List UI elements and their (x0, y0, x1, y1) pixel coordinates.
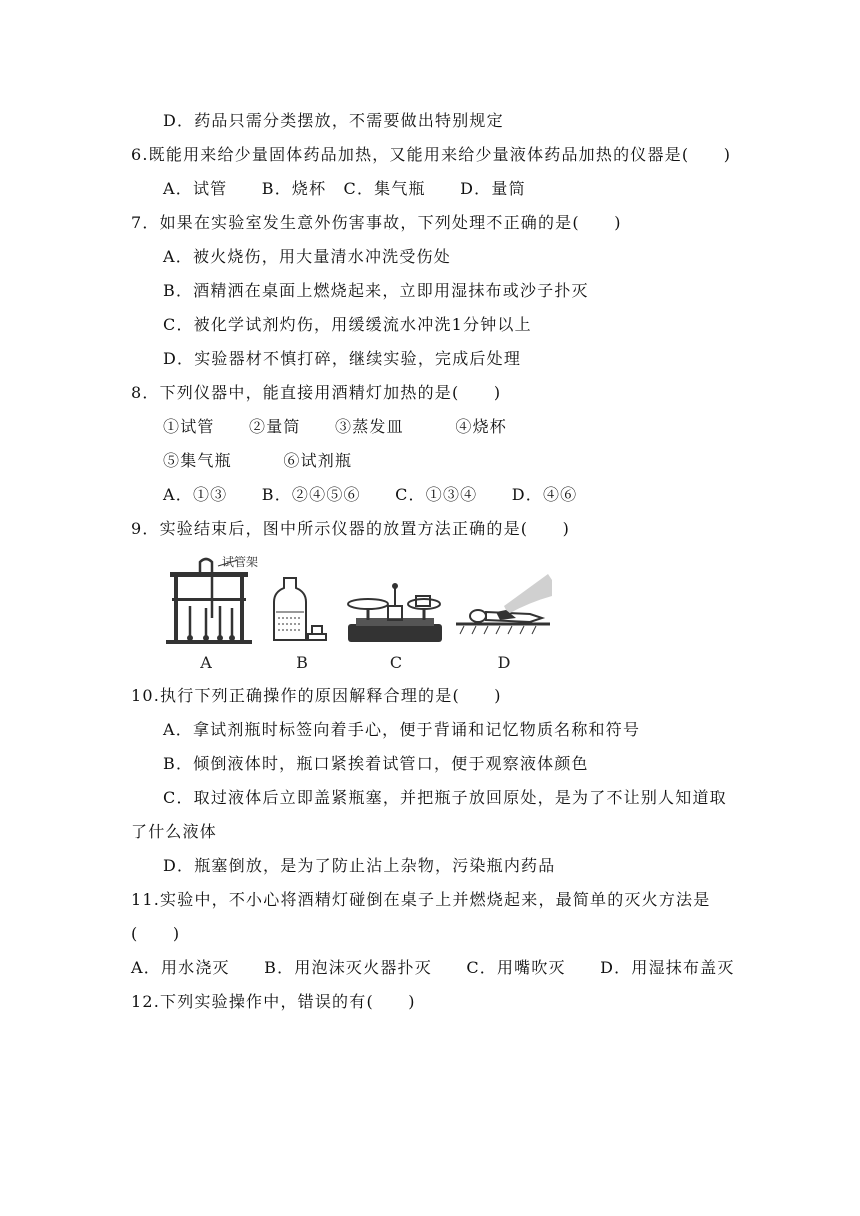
question-7-option-b: B．酒精洒在桌面上燃烧起来，立即用湿抹布或沙子扑灭 (163, 281, 589, 300)
question-10-option-c-cont: 了什么液体 (131, 822, 218, 841)
dropper-illustration (456, 574, 552, 634)
question-8-items-row2: ⑤集气瓶 ⑥试剂瓶 (163, 451, 353, 470)
test-tube-rack-illustration (166, 556, 258, 644)
instrument-placement-diagram (160, 556, 560, 674)
rack-label: 试管架 (222, 556, 259, 569)
balance-scale-illustration (348, 583, 442, 642)
question-9-figure (160, 556, 560, 674)
question-11-stem: 11.实验中，不小心将酒精灯碰倒在桌子上并燃烧起来，最简单的灭火方法是 (131, 890, 711, 909)
question-9-stem: 9．实验结束后，图中所示仪器的放置方法正确的是( ) (131, 519, 571, 538)
question-8-stem: 8．下列仪器中，能直接用酒精灯加热的是( ) (131, 383, 502, 402)
question-11-options: A．用水浇灭 B．用泡沫灭火器扑灭 C．用嘴吹灭 D．用湿抹布盖灭 (131, 958, 735, 977)
question-12-stem: 12.下列实验操作中，错误的有( ) (131, 992, 416, 1011)
question-8-options: A．①③ B．②④⑤⑥ C．①③④ D．④⑥ (163, 485, 578, 504)
question-10-option-c: C．取过液体后立即盖紧瓶塞，并把瓶子放回原处，是为了不让别人知道取 (163, 788, 727, 807)
question-10-option-d: D．瓶塞倒放，是为了防止沾上杂物，污染瓶内药品 (163, 856, 556, 875)
question-8-items-row1: ①试管 ②量筒 ③蒸发皿 ④烧杯 (163, 417, 508, 436)
q5-option-d: D．药品只需分类摆放，不需要做出特别规定 (163, 111, 504, 130)
question-7-option-c: C．被化学试剂灼伤，用缓缓流水冲洗1分钟以上 (163, 315, 532, 334)
question-7-option-a: A．被火烧伤，用大量清水冲洗受伤处 (163, 247, 451, 266)
question-6-stem: 6.既能用来给少量固体药品加热，又能用来给少量液体药品加热的仪器是( ) (131, 145, 732, 164)
figure-label-d: D (497, 653, 511, 672)
figure-label-c: C (389, 653, 403, 672)
figure-label-b: B (296, 653, 308, 672)
question-10-stem: 10.执行下列正确操作的原因解释合理的是( ) (131, 686, 502, 705)
question-6-options: A．试管 B．烧杯 C．集气瓶 D．量筒 (163, 179, 526, 198)
question-10-option-b: B．倾倒液体时，瓶口紧挨着试管口，便于观察液体颜色 (163, 754, 589, 773)
question-11-stem-cont: ( ) (131, 924, 181, 943)
reagent-bottle-illustration (274, 578, 326, 640)
question-7-stem: 7．如果在实验室发生意外伤害事故，下列处理不正确的是( ) (131, 213, 622, 232)
question-10-option-a: A．拿试剂瓶时标签向着手心，便于背诵和记忆物质名称和符号 (163, 720, 641, 739)
figure-label-a: A (200, 653, 212, 672)
question-7-option-d: D．实验器材不慎打碎，继续实验，完成后处理 (163, 349, 522, 368)
